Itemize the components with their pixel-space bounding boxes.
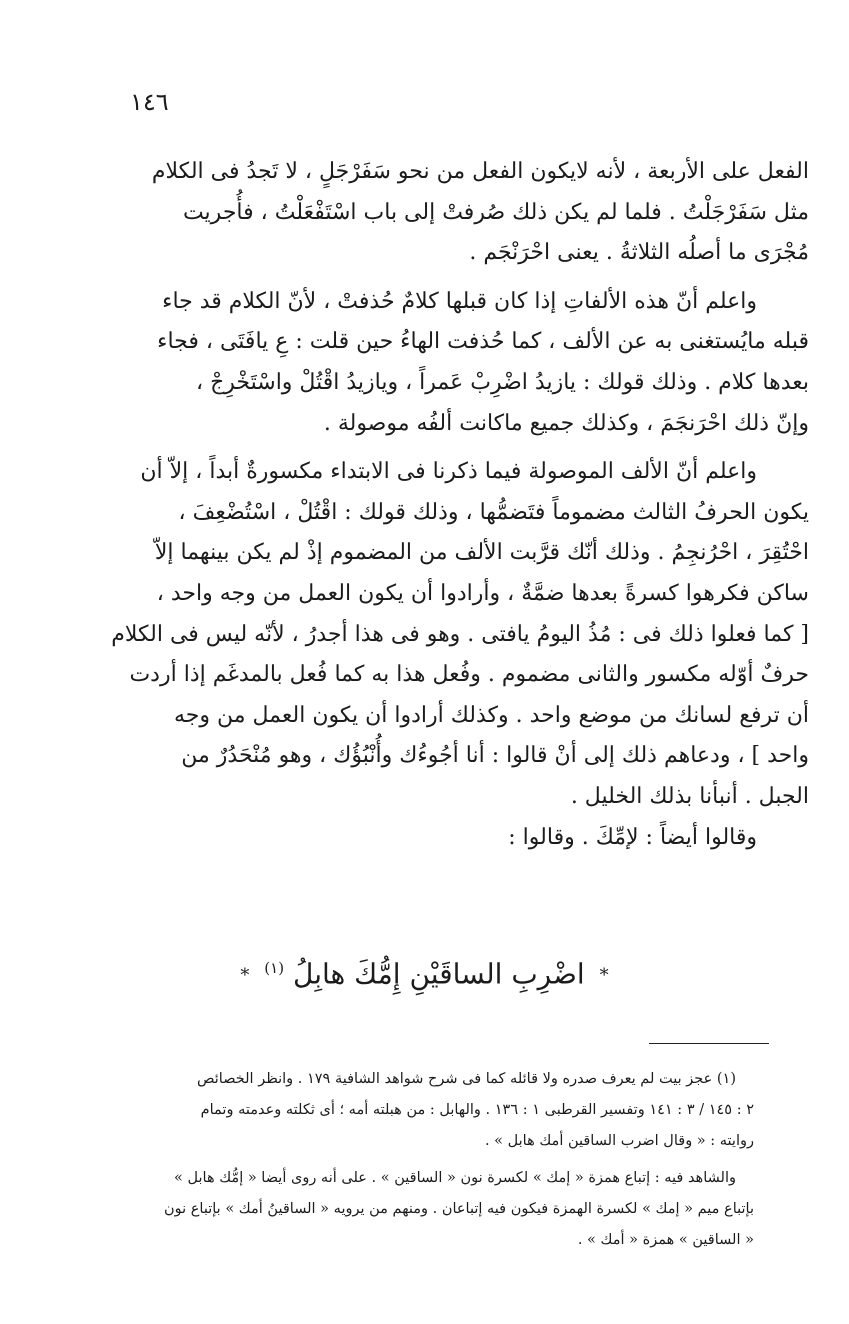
page-number: ١٤٦ xyxy=(130,88,169,116)
text-line: وإنّ ذلك احْرَنجَمَ ، وكذلك جميع ماكانت ألفُه موصولة . xyxy=(323,410,809,436)
text-line: وقالوا أيضاً : لإمِّكَ . وقالوا : xyxy=(508,824,757,850)
footnote-marker: (١) xyxy=(264,959,285,977)
verse-line xyxy=(0,948,849,996)
text-line: مُجْرَى ما أصلُه الثلاثةُ . يعنى احْرَنْجَم . xyxy=(469,240,809,266)
text-line: الفعل على الأربعة ، لأنه لايكون الفعل من نحو سَفَرْجَلٍ ، لا تَجدُ فى الكلام xyxy=(151,159,809,184)
text-line: قبله مايُستغنى به عن الألف ، كما حُذفت الهاءُ حين قلت : عِ يافَتَى ، فجاء xyxy=(157,329,809,355)
text-line: واعلم أنّ هذه الألفاتِ إذا كان قبلها كلامٌ حُذفتْ ، لأنّ الكلام قد جاء xyxy=(162,288,757,314)
verse-star-left: * xyxy=(240,964,250,986)
text-line: مثل سَفَرْجَلْتُ . فلما لم يكن ذلك صُرفتْ إلى باب اسْتَفْعَلْتُ ، فأُجريت xyxy=(182,199,809,225)
main-text xyxy=(75,152,809,858)
text-line: واحد ] ، ودعاهم ذلك إلى أنْ قالوا : أنا أجُوءُك وأُنْبُؤُك ، وهو مُنْحَدُرٌ من xyxy=(181,743,809,769)
footnote-line: (١) عجز بيت لم يعرف صدره ولا قائله كما فى شرح شواهد الشافية ١٧٩ . وانظر الخصائص xyxy=(196,1071,736,1087)
text-line: ساكن فكرهوا كسرةً بعدها ضمَّةٌ ، وأرادوا أن يكون العمل من وجه واحد ، xyxy=(156,580,809,606)
footnotes xyxy=(95,1064,754,1256)
text-line: أن ترفع لسانك من موضع واحد . وكذلك أرادوا أن يكون العمل من وجه xyxy=(173,702,809,728)
footnote-line: بإتباع ميم « إمك » لكسرة الهمزة فيكون فيه إتباعان . ومنهم من يرويه « الساقينُ أمك » بإتباع نون xyxy=(164,1201,754,1217)
text-line: الجبل . أنبأنا بذلك الخليل . xyxy=(570,783,809,809)
text-line: [ كما فعلوا ذلك فى : مُذُ اليومُ يافتى . وهو فى هذا أجدرُ ، لأنّه ليس فى الكلام xyxy=(111,621,809,647)
footnote-divider xyxy=(649,1043,769,1044)
text-line: احْتُقِرَ ، احْرُنجِمُ . وذلك أنّك قرَّبت الألف من المضموم إذْ لم يكن بينهما إلاّ xyxy=(154,540,809,566)
verse-text: اضْرِبِ الساقَيْنِ إِمُّكَ هابِلُ xyxy=(292,957,585,991)
footnote-line: « الساقين » همزة « أمك » . xyxy=(577,1232,754,1248)
footnote-line: روايته : « وقال اضرب الساقين أمك هابل » . xyxy=(484,1133,754,1149)
text-line: يكون الحرفُ الثالث مضموماً فتَضمُّها ، وذلك قولك : اقْتُلْ ، اسْتُضْعِفَ ، xyxy=(178,499,809,525)
text-line: حرفٌ أوّله مكسور والثانى مضموم . وفُعل هذا به كما فُعل بالمدغَم إذا أردت xyxy=(129,662,809,688)
footnote-line: والشاهد فيه : إتباع همزة « إمك » لكسرة نون « الساقين » . على أنه روى أيضا « إمُّك هابل » xyxy=(174,1170,736,1186)
text-line: واعلم أنّ الألف الموصولة فيما ذكرنا فى الابتداء مكسورةٌ أبداً ، إلاّ أن xyxy=(140,459,757,485)
footnote-line: ٢ : ١٤٥ / ٣ : ١٤١ وتفسير القرطبى ١ : ١٣٦ . والهابل : من هبلته أمه ؛ أى ثكلته وعدمته وتمام xyxy=(200,1102,754,1118)
verse-star-right: * xyxy=(599,964,609,986)
text-line: بعدها كلام . وذلك قولك : يازيدُ اضْرِبْ عَمراً ، ويازيدُ اقْتُلْ واسْتَخْرِجْ ، xyxy=(195,369,809,395)
